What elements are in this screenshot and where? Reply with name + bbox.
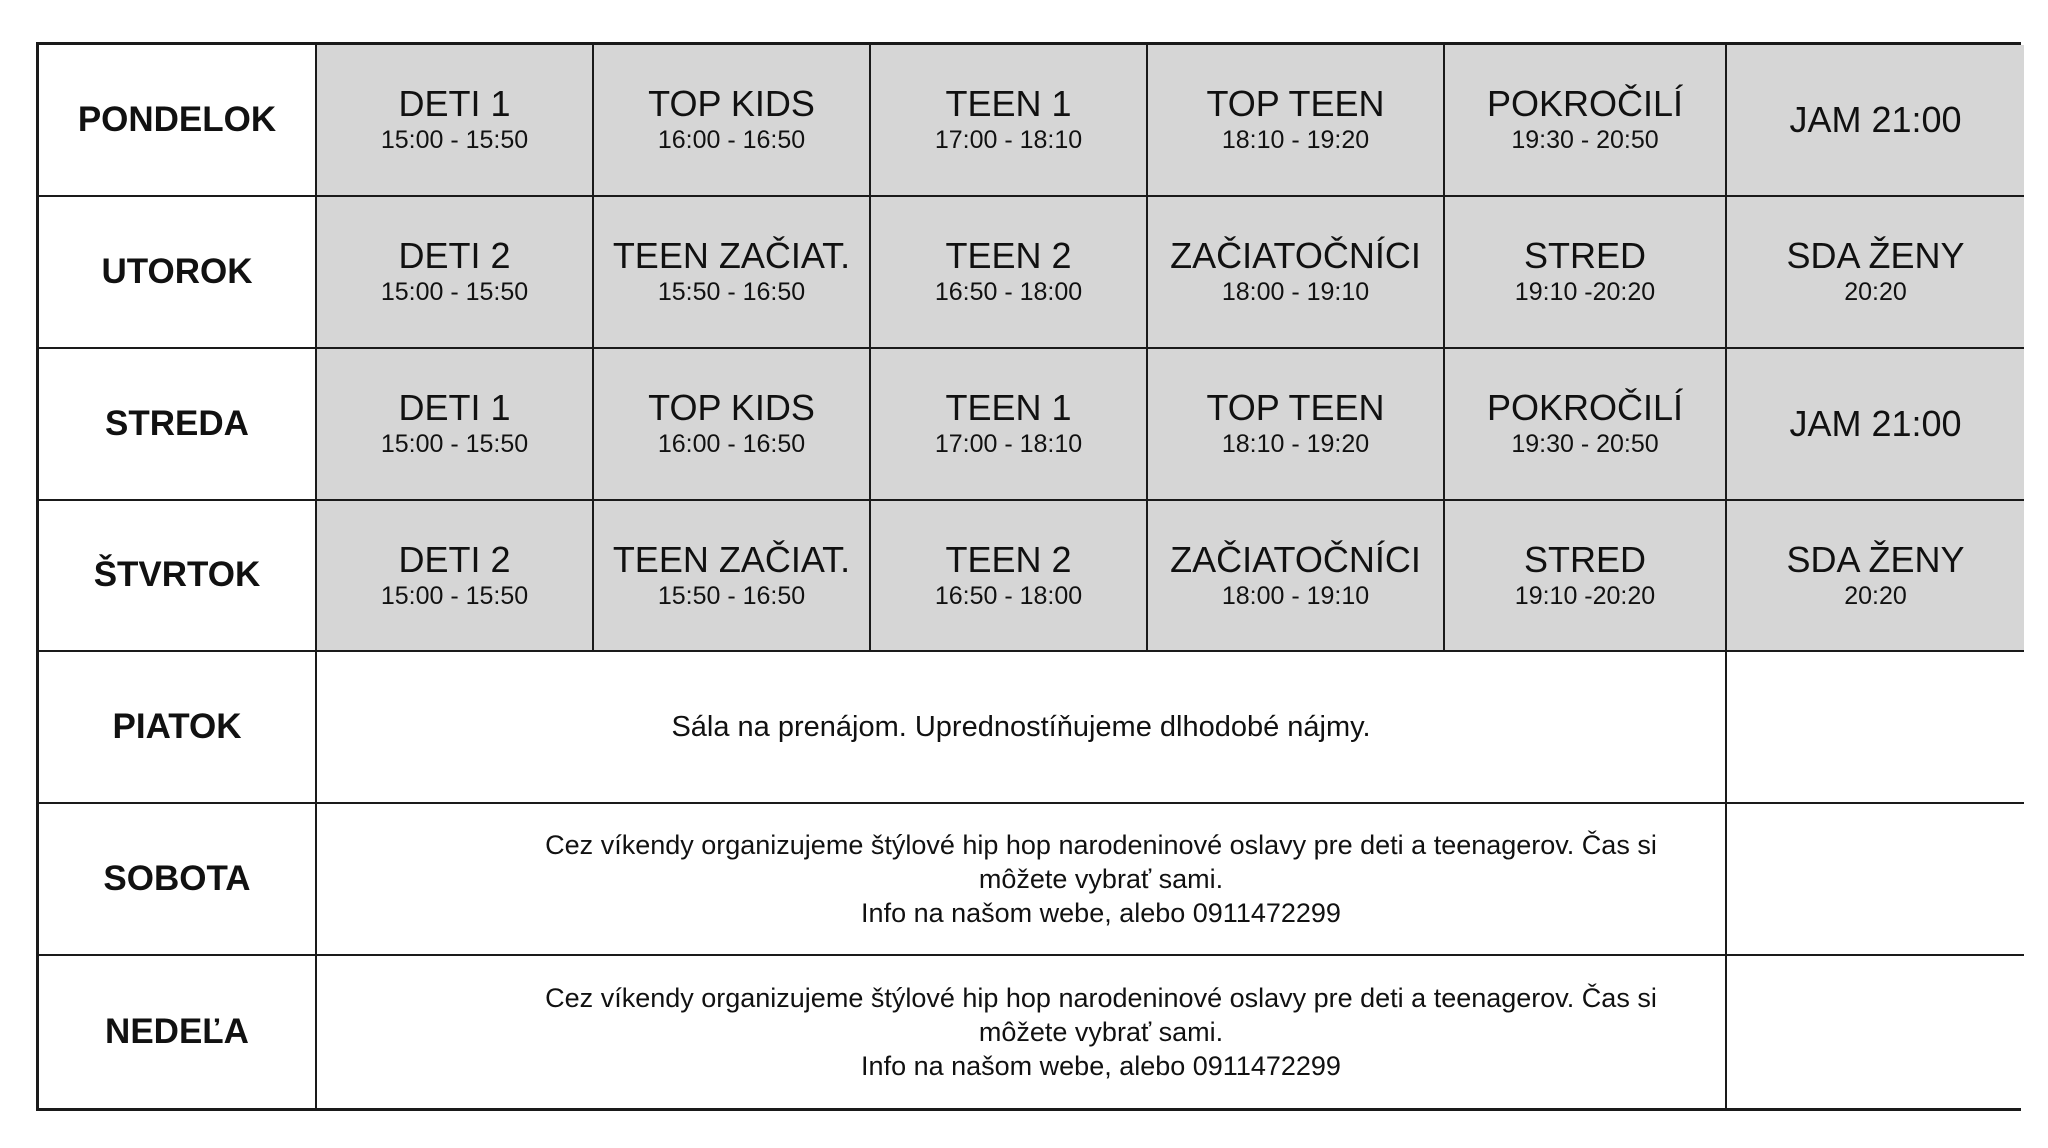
class-name: TEEN ZAČIAT.	[612, 234, 851, 276]
class-time: 15:50 - 16:50	[657, 581, 806, 610]
class-time: 15:00 - 15:50	[380, 278, 529, 307]
class-name: DETI 1	[398, 82, 511, 124]
class-name: POKROČILÍ	[1486, 82, 1684, 124]
weekend-note-line: môžete vybrať sami.	[978, 1016, 1224, 1047]
class-time: 19:30 - 20:50	[1511, 430, 1659, 459]
class-time: 16:50 - 18:00	[934, 278, 1083, 307]
class-name: TEEN 1	[945, 386, 1072, 428]
class-time: 17:00 - 18:10	[934, 430, 1083, 459]
sunday-note	[317, 956, 1727, 1108]
empty-cell	[1727, 956, 2024, 1108]
class-name: TEEN 2	[945, 538, 1072, 580]
class-name: DETI 1	[398, 386, 511, 428]
class-cell	[871, 349, 1148, 501]
class-time: 20:20	[1844, 581, 1907, 610]
class-cell	[1148, 501, 1445, 653]
class-cell	[317, 349, 594, 501]
class-name: TEEN ZAČIAT.	[612, 538, 851, 580]
class-name: TOP TEEN	[1206, 82, 1385, 124]
day-sobota: SOBOTA	[39, 804, 317, 956]
class-time: 18:10 - 19:20	[1221, 430, 1370, 459]
day-utorok: UTOROK	[39, 197, 317, 349]
class-time: 20:20	[1844, 278, 1907, 307]
class-cell	[317, 197, 594, 349]
class-name: JAM 21:00	[1789, 402, 1962, 444]
class-cell	[1445, 45, 1727, 197]
class-cell	[1148, 45, 1445, 197]
class-name: TOP KIDS	[648, 386, 815, 428]
class-name: STRED	[1523, 538, 1646, 580]
saturday-note	[317, 804, 1727, 956]
class-time: 16:00 - 16:50	[657, 126, 806, 155]
class-time: 17:00 - 18:10	[934, 126, 1083, 155]
day-streda: STREDA	[39, 349, 317, 501]
class-cell	[594, 197, 871, 349]
class-time: 18:00 - 19:10	[1221, 581, 1370, 610]
schedule-table	[36, 42, 2021, 1111]
class-name: SDA ŽENY	[1786, 538, 1965, 580]
class-cell	[1727, 197, 2024, 349]
class-cell	[317, 501, 594, 653]
class-name: TEEN 2	[945, 234, 1072, 276]
class-time: 15:00 - 15:50	[380, 430, 529, 459]
class-name: SDA ŽENY	[1786, 234, 1965, 276]
weekend-note-line: Cez víkendy organizujeme štýlové hip hop narodeninové oslavy pre deti a teenagerov. Čas si	[545, 982, 1657, 1013]
class-cell	[1727, 349, 2024, 501]
class-cell	[1727, 45, 2024, 197]
weekend-note-line: Info na našom webe, alebo 0911472299	[861, 898, 1341, 929]
class-name: TOP TEEN	[1206, 386, 1385, 428]
class-cell	[871, 501, 1148, 653]
class-cell	[594, 45, 871, 197]
day-piatok: PIATOK	[39, 652, 317, 804]
class-name: STRED	[1523, 234, 1646, 276]
class-cell	[594, 501, 871, 653]
class-time: 19:10 -20:20	[1514, 278, 1656, 307]
class-time: 16:50 - 18:00	[934, 581, 1083, 610]
class-cell	[871, 197, 1148, 349]
class-cell	[594, 349, 871, 501]
class-cell	[317, 45, 594, 197]
class-cell	[1445, 349, 1727, 501]
class-name: DETI 2	[398, 538, 511, 580]
class-time: 19:10 -20:20	[1514, 581, 1656, 610]
class-name: TOP KIDS	[648, 82, 815, 124]
class-cell	[1445, 501, 1727, 653]
class-time: 15:00 - 15:50	[380, 581, 529, 610]
class-cell	[1445, 197, 1727, 349]
weekend-note-line: môžete vybrať sami.	[978, 864, 1224, 895]
class-name: ZAČIATOČNÍCI	[1170, 234, 1421, 276]
class-time: 15:50 - 16:50	[657, 278, 806, 307]
class-cell	[871, 45, 1148, 197]
class-time: 18:10 - 19:20	[1221, 126, 1370, 155]
day-pondelok: PONDELOK	[39, 45, 317, 197]
class-cell	[1727, 501, 2024, 653]
class-cell	[1148, 197, 1445, 349]
weekend-note-line: Info na našom webe, alebo 0911472299	[861, 1051, 1341, 1082]
empty-cell	[1727, 652, 2024, 804]
class-cell	[1148, 349, 1445, 501]
class-time: 18:00 - 19:10	[1221, 278, 1370, 307]
class-time: 19:30 - 20:50	[1511, 126, 1659, 155]
empty-cell	[1727, 804, 2024, 956]
weekend-note-line: Cez víkendy organizujeme štýlové hip hop narodeninové oslavy pre deti a teenagerov. Čas si	[545, 829, 1657, 860]
class-name: DETI 2	[398, 234, 511, 276]
day-stvrtok: ŠTVRTOK	[39, 501, 317, 653]
class-time: 15:00 - 15:50	[380, 126, 529, 155]
day-nedela: NEDEĽA	[39, 956, 317, 1108]
class-name: ZAČIATOČNÍCI	[1170, 538, 1421, 580]
friday-note: Sála na prenájom. Uprednostíňujeme dlhodobé nájmy.	[317, 652, 1727, 804]
class-name: POKROČILÍ	[1486, 386, 1684, 428]
class-name: JAM 21:00	[1789, 99, 1962, 141]
class-name: TEEN 1	[945, 82, 1072, 124]
class-time: 16:00 - 16:50	[657, 430, 806, 459]
